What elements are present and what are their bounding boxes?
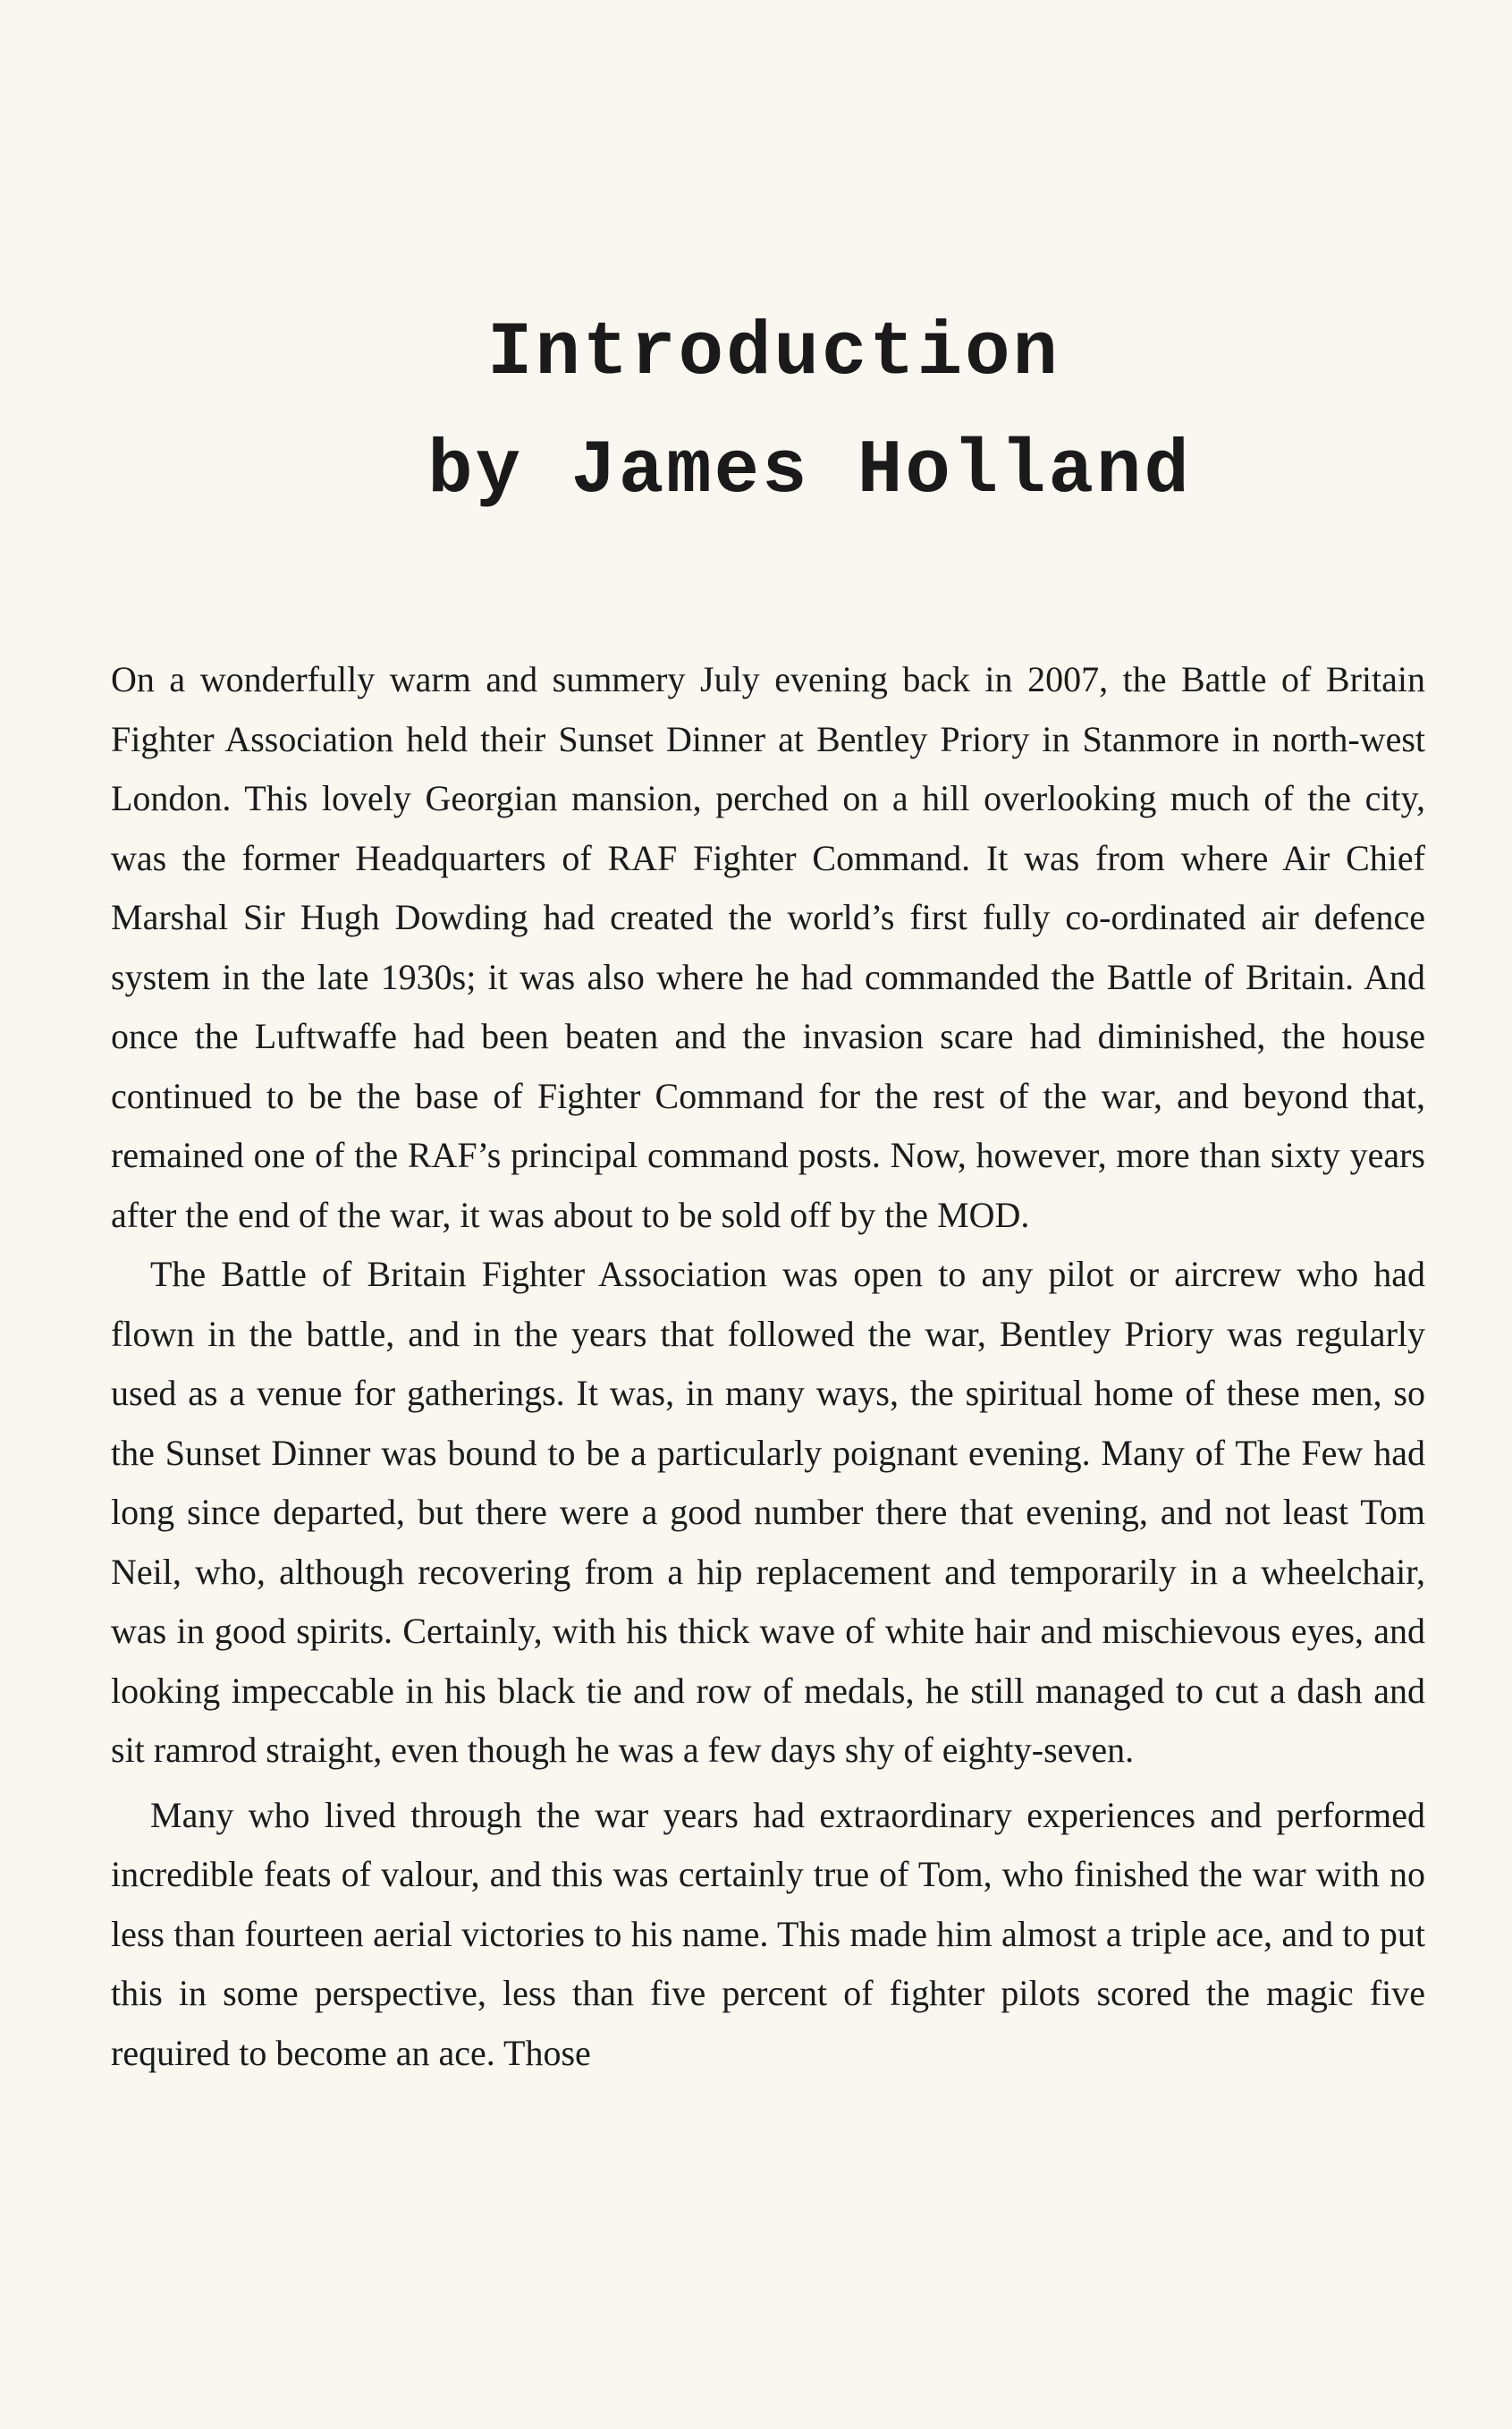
body-text	[111, 650, 1425, 2083]
chapter-title: Introduction	[487, 311, 1060, 396]
paragraph-3: Many who lived through the war years had extraordinary experiences and performed incredible feats of valour, and this was certainly true of Tom, who finished the war with no less than fourteen aerial victories to his name. This made him almost a triple ace, and to put this in some perspective, less than five percent of fighter pilots scored the magic five required to become an ace. Those	[111, 1794, 1425, 2073]
chapter-author: by James Holland	[427, 429, 1192, 514]
paragraph-1: On a wonderfully warm and summery July evening back in 2007, the Battle of Britain Fighter Association held their Sunset Dinner at Bentley Priory in Stanmore in north-west London. This lovely Georgian mansion, perched on a hill overlooking much of the city, was the former Headquarters of RAF Fighter Command. It was from where Air Chief Marshal Sir Hugh Dowding had created the world’s first fully co-ordinated air defence system in the late 1930s; it was also where he had commanded the Battle of Britain. And once the Luftwaffe had been beaten and the invasion scare had diminished, the house continued to be the base of Fighter Command for the rest of the war, and beyond that, remained one of the RAF’s principal command posts. Now, however, more than sixty years after the end of the war, it was about to be sold off by the MOD.	[111, 659, 1425, 1235]
paragraph-2: The Battle of Britain Fighter Association was open to any pilot or aircrew who had flown in the battle, and in the years that followed the war, Bentley Priory was regularly used as a venue for gatherings. It was, in many ways, the spiritual home of these men, so the Sunset Dinner was bound to be a particularly poignant evening. Many of The Few had long since departed, but there were a good number there that evening, and not least Tom Neil, who, although recovering from a hip replacement and temporarily in a wheelchair, was in good spirits. Certainly, with his thick wave of white hair and mischievous eyes, and looking impeccable in his black tie and row of medals, he still managed to cut a dash and sit ramrod straight, even though he was a few days shy of eighty-seven.	[111, 1254, 1425, 1770]
chapter-heading	[0, 295, 1512, 531]
